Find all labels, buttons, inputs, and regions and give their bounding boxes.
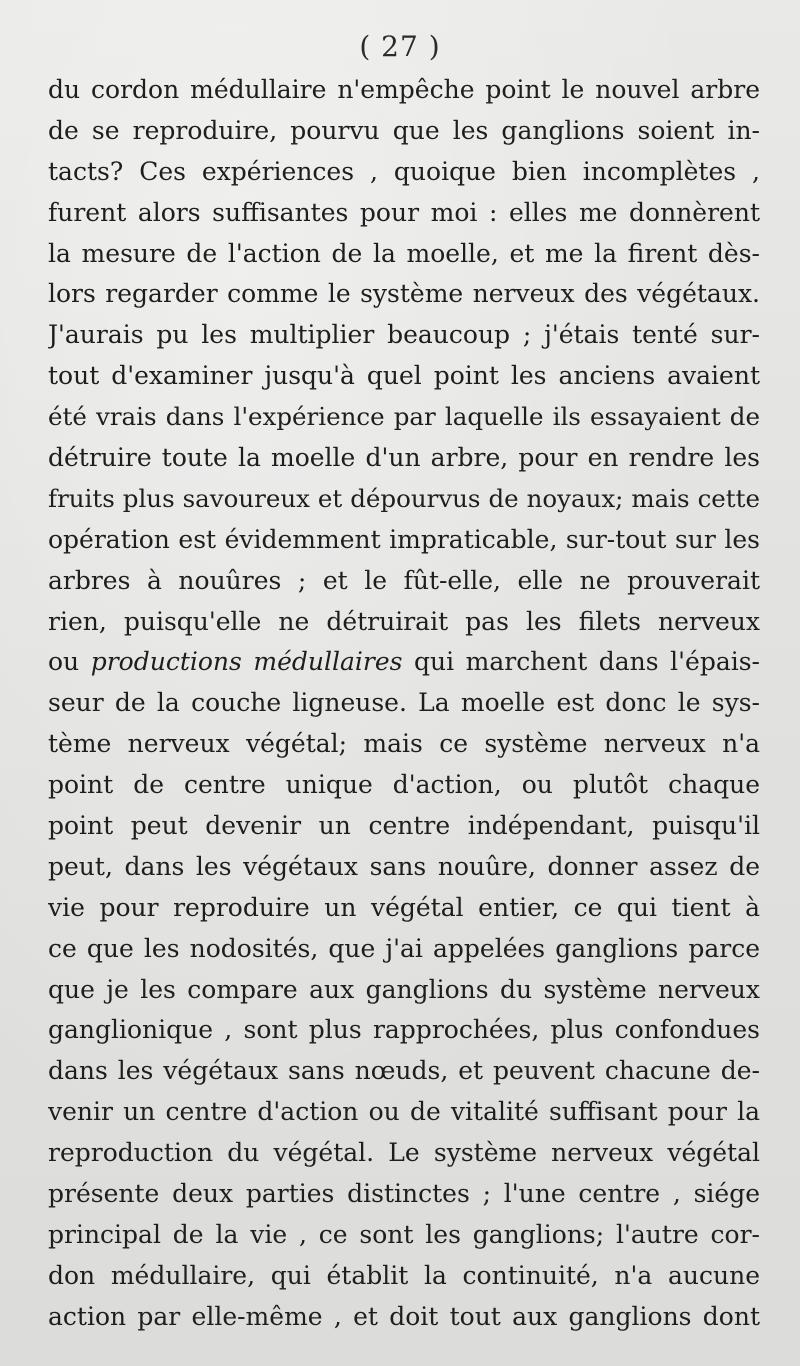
text-line: fruits plus savoureux et dépourvus de noyaux; mais cette [48,483,760,513]
text-line: tacts? Ces expériences , quoique bien incomplètes , [48,156,760,186]
text-line: furent alors suffisantes pour moi : elles me donnèrent [48,197,760,227]
text-line-with-italic [48,642,760,683]
text-line: J'aurais pu les multiplier beaucoup ; j'étais tenté sur- [48,320,760,350]
text-line: vie pour reproduire un végétal entier, ce qui tient à [48,892,760,922]
text-line: détruire toute la moelle d'un arbre, pour en rendre les [48,443,760,473]
text-line: tout d'examiner jusqu'à quel point les anciens avaient [48,361,760,391]
text-line: rien, puisqu'elle ne détruirait pas les filets nerveux [48,606,760,636]
text-line: point peut devenir un centre indépendant, puisqu'il [48,811,760,841]
text-line: été vrais dans l'expérience par laquelle ils essayaient de [48,402,760,432]
text-line: la mesure de l'action de la moelle, et me la firent dès- [48,238,760,268]
text-line: arbres à nouûres ; et le fût-elle, elle ne prouverait [48,565,760,595]
page-number: ( 27 ) [359,30,441,63]
text-line: reproduction du végétal. Le système nerveux végétal [48,1138,760,1168]
text-line: venir un centre d'action ou de vitalité suffisant pour la [48,1097,760,1127]
text-segment: qui marchent dans l'épais- [402,647,760,677]
text-line: opération est évidemment impraticable, sur-tout sur les [48,524,760,554]
text-line: présente deux parties distinctes ; l'une centre , siége [48,1179,760,1209]
text-segment: ou [48,647,91,677]
text-line: dans les végétaux sans nœuds, et peuvent chacune de- [48,1056,760,1086]
italic-phrase: productions médullaires [90,647,403,677]
text-line: peut, dans les végétaux sans nouûre, donner assez de [48,851,760,881]
text-line: don médullaire, qui établit la continuité, n'a aucune [48,1260,760,1290]
text-line: action par elle-même , et doit tout aux ganglions dont [48,1301,760,1331]
text-line: lors regarder comme le système nerveux des végétaux. [48,279,760,309]
text-line: point de centre unique d'action, ou plutôt chaque [48,770,760,800]
body-text [48,70,760,1338]
text-line: principal de la vie , ce sont les ganglions; l'autre cor- [48,1219,760,1249]
text-line: tème nerveux végétal; mais ce système nerveux n'a [48,729,760,759]
text-line: seur de la couche ligneuse. La moelle est donc le sys- [48,688,760,718]
text-line: ce que les nodosités, que j'ai appelées ganglions parce [48,933,760,963]
text-line: de se reproduire, pourvu que les ganglions soient in- [48,115,760,145]
text-line: ganglionique , sont plus rapprochées, plus confondues [48,1015,760,1045]
text-line: du cordon médullaire n'empêche point le nouvel arbre [48,75,760,104]
text-line: que je les compare aux ganglions du système nerveux [48,974,760,1004]
